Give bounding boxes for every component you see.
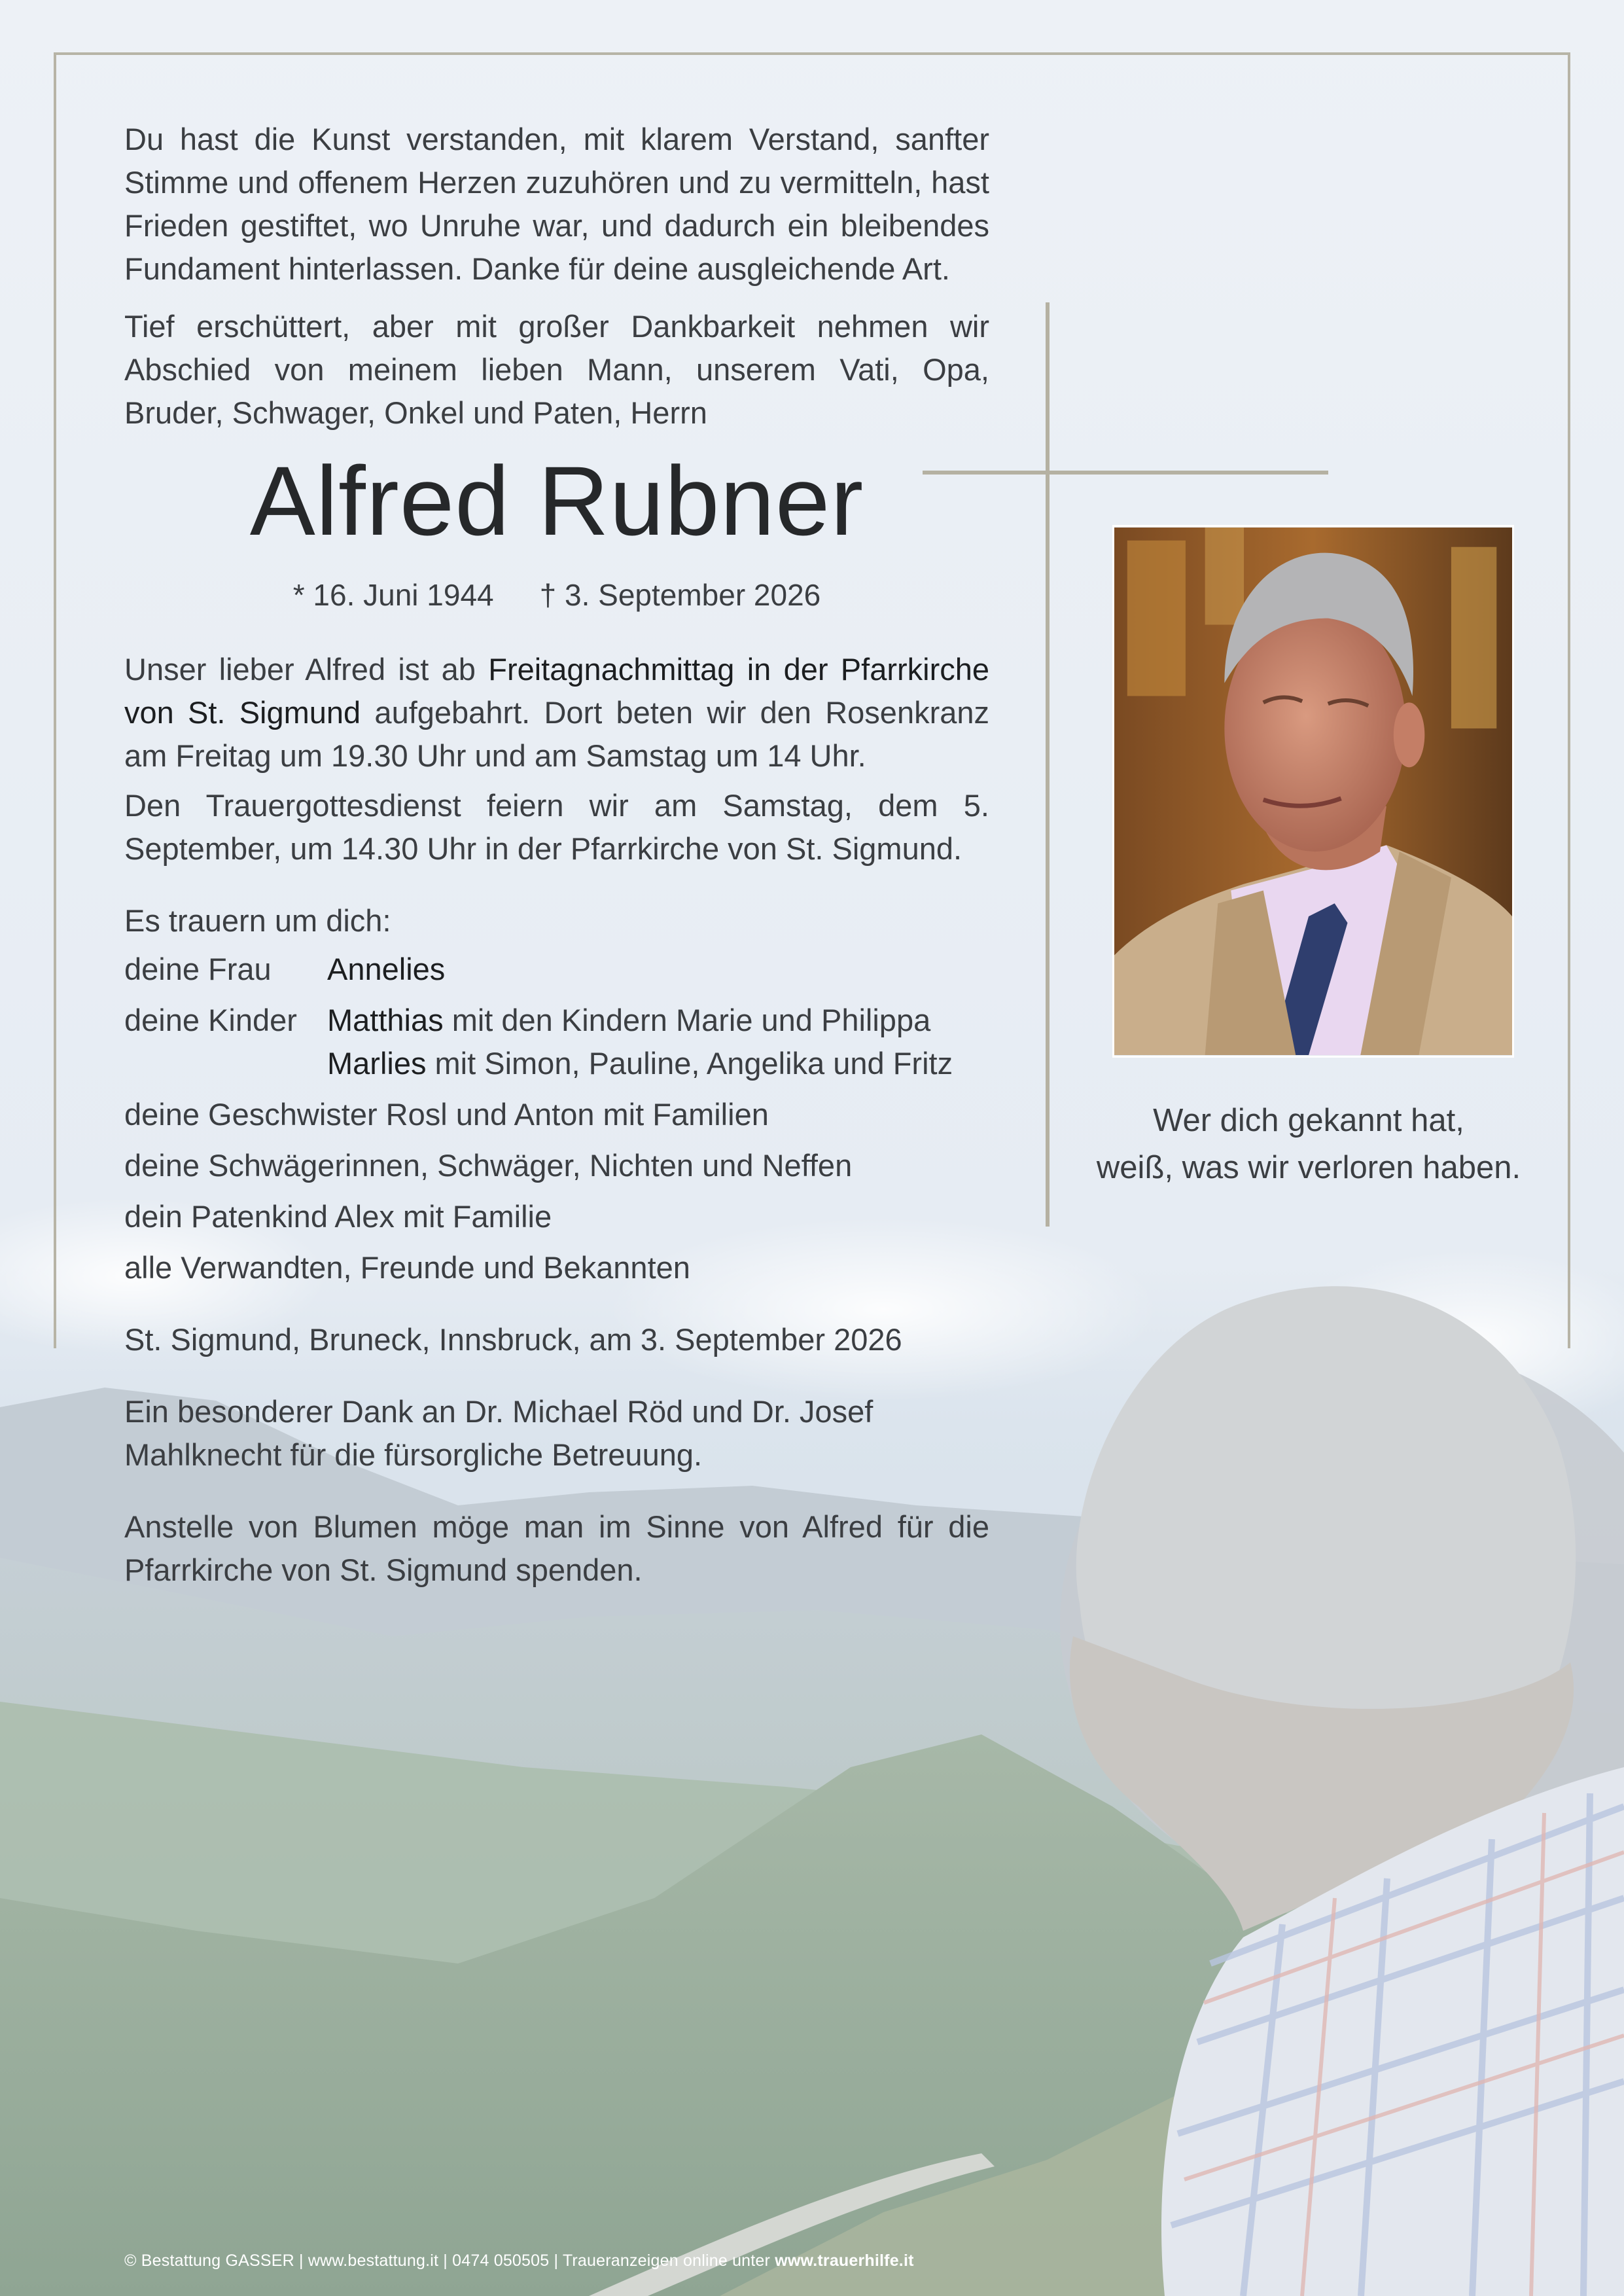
thanks-text: Ein besonderer Dank an Dr. Michael Röd und Dr. Josef Mahlknecht für die fürsorgliche Betreuung. (124, 1394, 874, 1472)
cross-vertical-bar (1046, 302, 1050, 1227)
mourner-children (124, 999, 930, 1042)
memorial-quote (1073, 1097, 1544, 1191)
mourner-child-2 (327, 1042, 953, 1085)
mourner-family: mit den Kindern Marie und Philippa (443, 1003, 931, 1037)
death-date: † 3. September 2026 (539, 578, 821, 612)
mourner-name: Matthias (327, 1003, 444, 1037)
memorial-quote-line-2: weiß, was wir verloren haben. (1096, 1150, 1521, 1185)
life-dates (124, 573, 989, 617)
funeral-service-info: Den Trauergottesdienst feiern wir am Samstag, dem 5. September, um 14.30 Uhr in der Pfarrkirche von St. Sigmund. (124, 788, 989, 866)
mourner-name: Marlies (327, 1046, 427, 1081)
mourner-others: alle Verwandten, Freunde und Bekannten (124, 1250, 690, 1285)
mourners-heading: Es trauern um dich: (124, 903, 391, 938)
viewing-text-end: aufgebahrt. Dort beten wir den Rosenkranz am Freitag um 19.30 Uhr und am Samstag um 14 Uhr. (124, 695, 990, 773)
footer-text: © Bestattung GASSER | www.bestattung.it | 0474 050505 | Traueranzeigen online unter (124, 2251, 775, 2270)
mourner-name: Annelies (327, 952, 446, 986)
viewing-location: Freitagnachmittag in der Pfarrkirche von St. Sigmund (124, 652, 990, 730)
birth-date: * 16. Juni 1944 (292, 578, 494, 612)
footer-link[interactable]: www.trauerhilfe.it (775, 2251, 914, 2270)
viewing-text-start: Unser lieber Alfred ist ab (124, 652, 489, 687)
deceased-name: Alfred Rubner (249, 446, 864, 556)
mourner-in-laws: deine Schwägerinnen, Schwäger, Nichten und Neffen (124, 1148, 853, 1183)
footer-credits (124, 2251, 914, 2270)
viewing-info (124, 648, 989, 778)
opening-tribute: Du hast die Kunst verstanden, mit klarem Verstand, sanfter Stimme und offenem Herzen zuzuhören und zu vermitteln, hast Frieden gestiftet, wo Unruhe war, und dadurch ein bleibendes Fundament hinterlassen. Danke für deine ausgleichende Art. (124, 122, 989, 286)
mourner-wife (124, 948, 445, 991)
place-and-date: St. Sigmund, Bruneck, Innsbruck, am 3. September 2026 (124, 1322, 902, 1357)
donation-note: Anstelle von Blumen möge man im Sinne von Alfred für die Pfarrkirche von St. Sigmund spenden. (124, 1509, 989, 1587)
mourner-godchild: dein Patenkind Alex mit Familie (124, 1199, 552, 1234)
relation-label: deine Kinder (124, 1003, 297, 1037)
relation-label: deine Frau (124, 952, 272, 986)
intro-text: Tief erschüttert, aber mit großer Dankbarkeit nehmen wir Abschied von meinem lieben Mann, unserem Vati, Opa, Bruder, Schwager, Onkel und Paten, Herrn (124, 309, 989, 430)
mourner-family: mit Simon, Pauline, Angelika und Fritz (426, 1046, 953, 1081)
portrait-photo (1112, 525, 1514, 1058)
mourner-siblings: deine Geschwister Rosl und Anton mit Familien (124, 1097, 769, 1132)
memorial-quote-line-1: Wer dich gekannt hat, (1153, 1103, 1464, 1138)
